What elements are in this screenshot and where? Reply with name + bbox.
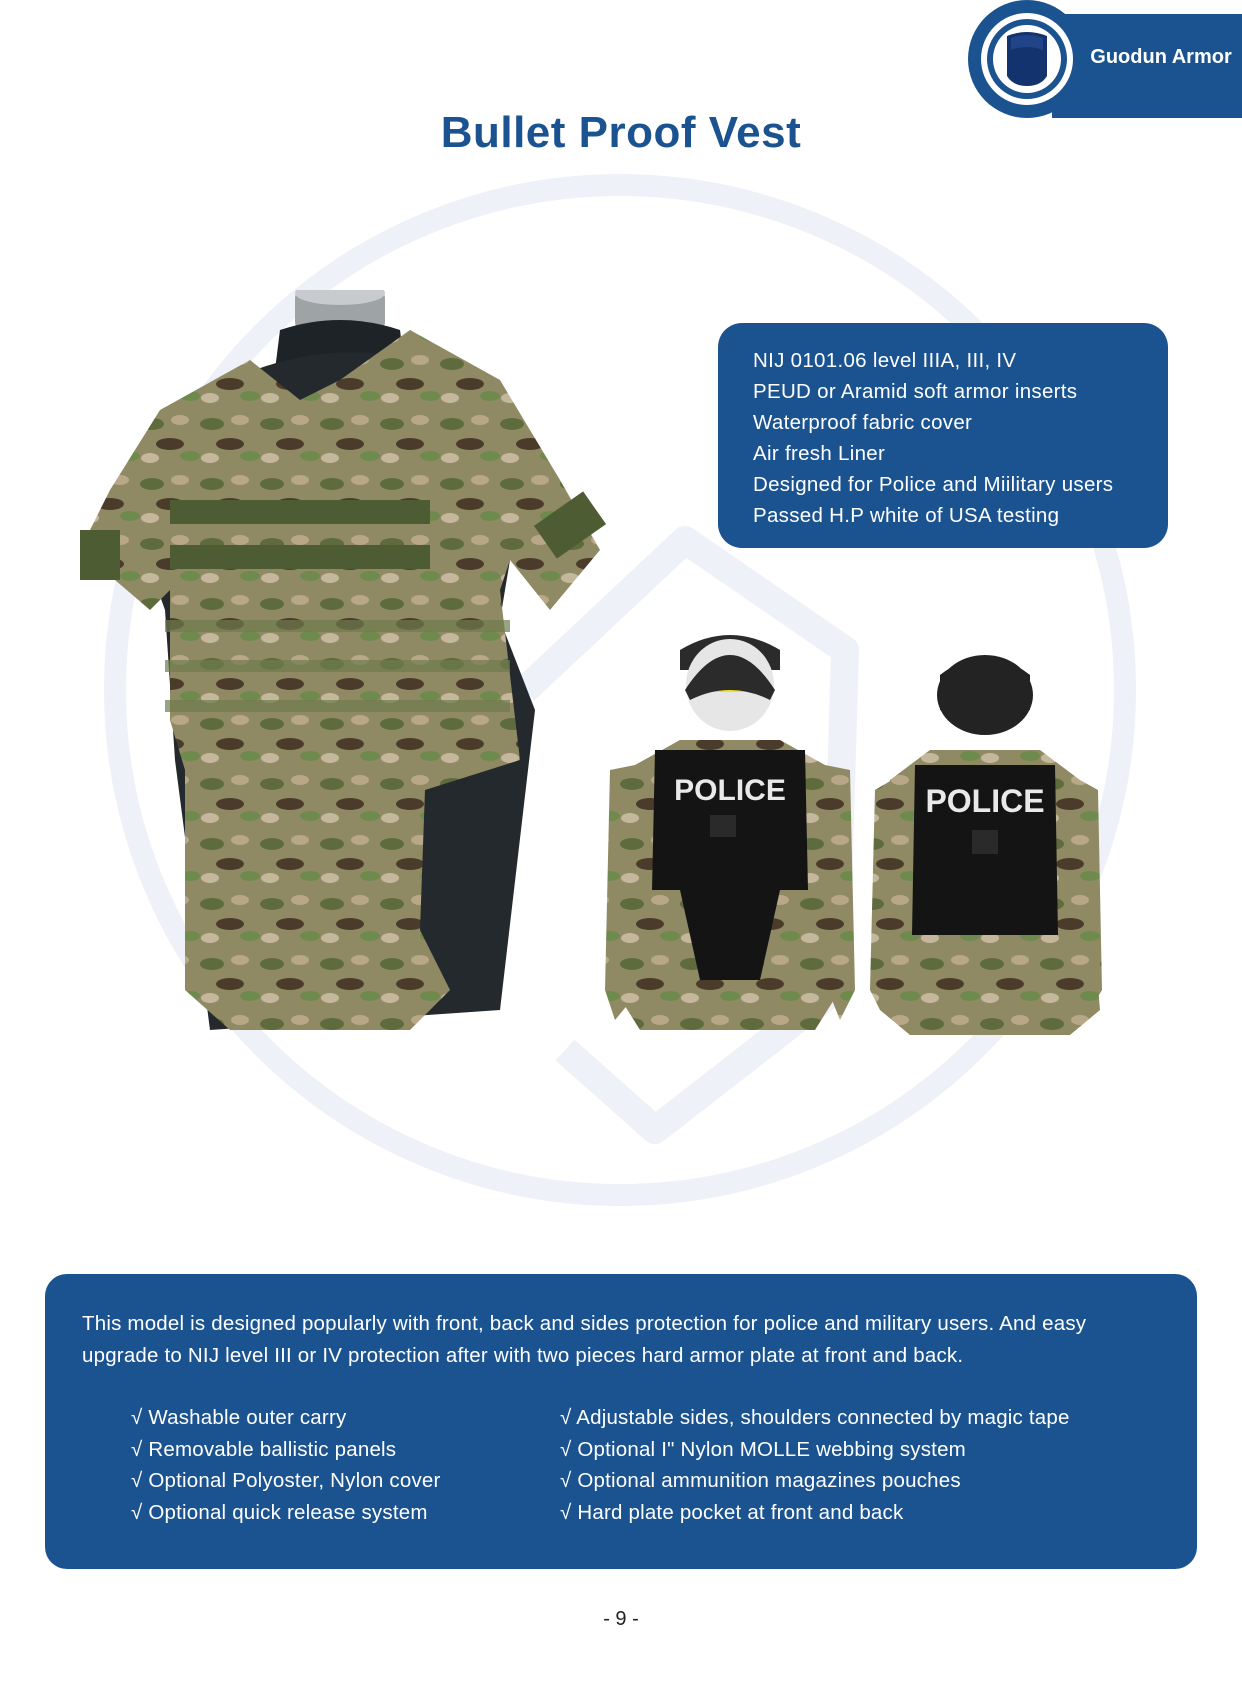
- feature-item: √ Optional I" Nylon MOLLE webbing system: [560, 1437, 966, 1461]
- feature-item: √ Adjustable sides, shoulders connected by magic tape: [560, 1406, 1070, 1429]
- feature-item: √ Optional Polyoster, Nylon cover: [131, 1469, 441, 1492]
- feature-item: √ Optional ammunition magazines pouches: [560, 1469, 961, 1492]
- camo-vest-photo: [80, 290, 606, 1030]
- description-text: This model is designed popularly with front, back and sides protection for police and military users. And easy upgrade to NIJ level III or IV protection after with two pieces hard armor plate at front and back.: [82, 1312, 1087, 1367]
- spec-line: Passed H.P white of USA testing: [753, 504, 1060, 527]
- spec-line: NIJ 0101.06 level IIIA, III, IV: [753, 349, 1017, 372]
- police-label-front: POLICE: [674, 774, 786, 807]
- spec-line: Waterproof fabric cover: [753, 411, 973, 434]
- spec-line: Designed for Police and Miilitary users: [753, 473, 1114, 496]
- feature-item: √ Hard plate pocket at front and back: [560, 1500, 904, 1524]
- police-label-back: POLICE: [925, 783, 1045, 819]
- shield-icon: [1001, 30, 1053, 90]
- spec-line: Air fresh Liner: [753, 442, 886, 465]
- page-title: Bullet Proof Vest: [440, 108, 802, 157]
- police-vest-front-photo: [605, 635, 855, 1030]
- feature-item: √ Removable ballistic panels: [131, 1437, 397, 1461]
- feature-item: √ Optional quick release system: [131, 1500, 428, 1524]
- page-number: - 9 -: [603, 1608, 639, 1630]
- brand-name: Guodun Armor: [1090, 46, 1232, 68]
- features-left: [131, 1402, 441, 1528]
- spec-line: PEUD or Aramid soft armor inserts: [753, 380, 1078, 403]
- features-right: [560, 1402, 1070, 1528]
- description-box: [45, 1274, 1197, 1569]
- police-vest-back-photo: [870, 655, 1102, 1035]
- feature-item: √ Washable outer carry: [131, 1406, 347, 1429]
- specs-box: [718, 323, 1168, 548]
